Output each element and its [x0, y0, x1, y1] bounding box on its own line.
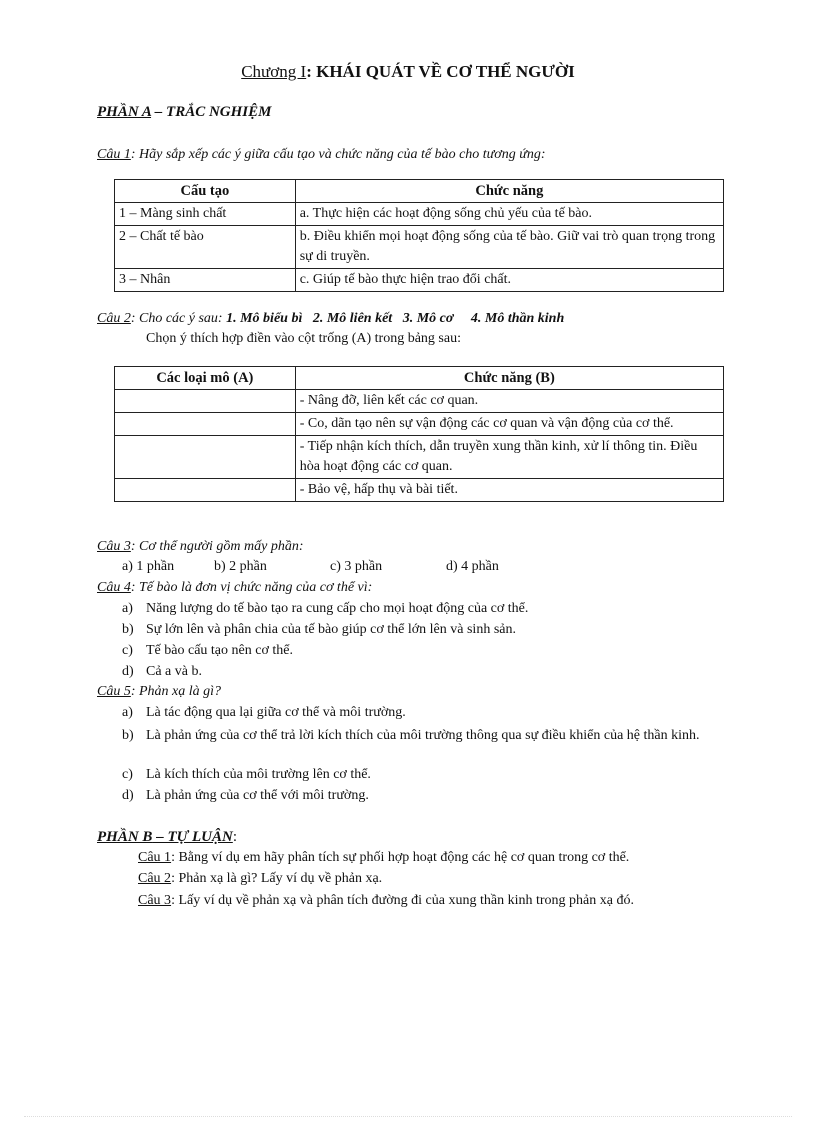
part-b-colon: :: [232, 829, 237, 845]
table-row: [115, 203, 724, 226]
q2-label: Câu 2: [97, 311, 131, 326]
q2-cell-function: - Bảo vệ, hấp thụ và bài tiết.: [295, 479, 723, 502]
chapter-label: Chương I: [241, 62, 307, 81]
table-row: [115, 390, 724, 413]
q1-table: [114, 179, 724, 292]
q5-text: : Phản xạ là gì?: [130, 684, 222, 699]
q5-prompt: [97, 684, 221, 700]
table-row: [115, 479, 724, 502]
q5-label: Câu 5: [97, 684, 131, 699]
q5-option-c: c) Là kích thích của môi trường lên cơ thể.: [122, 767, 371, 782]
q3-option-a: a) 1 phần: [122, 559, 175, 574]
q2-cell-function: - Co, dãn tạo nên sự vận động các cơ quan và vận động của cơ thể.: [295, 413, 723, 436]
q1-cell-structure: 2 – Chất tế bào: [115, 226, 296, 269]
q2-cell-blank[interactable]: [115, 479, 296, 502]
q4-option-b: b) Sự lớn lên và phân chia của tế bào giúp cơ thể lớn lên và sinh sản.: [122, 622, 516, 637]
q1-text: : Hãy sắp xếp các ý giữa cấu tạo và chức năng của tế bào cho tương ứng:: [130, 147, 546, 162]
q3-text: : Cơ thể người gồm mấy phần:: [130, 539, 304, 554]
chapter-title: [0, 62, 816, 82]
q4-prompt: [97, 580, 372, 596]
part-b-question-2: Câu 2: Phản xạ là gì? Lấy ví dụ về phản xạ.: [138, 871, 383, 886]
chapter-heading: : KHÁI QUÁT VỀ CƠ THỂ NGƯỜI: [306, 62, 575, 81]
q2-cell-function: - Nâng đỡ, liên kết các cơ quan.: [295, 390, 723, 413]
q1-table-header: [115, 180, 724, 203]
q2-cell-blank[interactable]: [115, 413, 296, 436]
q5-option-a: a) Là tác động qua lại giữa cơ thể và môi trường.: [122, 705, 406, 720]
page-bottom-divider: [24, 1116, 792, 1117]
q4-text: : Tế bào là đơn vị chức năng của cơ thể vì:: [130, 580, 373, 595]
q2-table-header: [115, 367, 724, 390]
q2-item-1: 1. Mô biểu bì: [226, 311, 303, 326]
q4-option-a: a) Năng lượng do tế bào tạo ra cung cấp cho mọi hoạt động của cơ thể.: [122, 601, 529, 616]
q2-header-tissue: Các loại mô (A): [115, 367, 296, 390]
q3-label: Câu 3: [97, 539, 131, 554]
table-row: [115, 413, 724, 436]
q2-prompt: [97, 311, 564, 327]
q2-header-function: Chức năng (B): [295, 367, 723, 390]
q1-header-structure: Cấu tạo: [115, 180, 296, 203]
q1-cell-function: a. Thực hiện các hoạt động sống chủ yếu của tế bào.: [295, 203, 723, 226]
q5-option-b: b) Là phản ứng của cơ thể trả lời kích thích của môi trường thông qua sự điều khiển của hệ thần kinh.: [122, 728, 700, 743]
part-b-title: – TỰ LUẬN: [152, 829, 233, 845]
q2-item-4: 4. Mô thần kinh: [470, 311, 565, 326]
part-a-label: PHẦN A: [97, 104, 152, 120]
q1-cell-function: c. Giúp tế bào thực hiện trao đổi chất.: [295, 269, 723, 292]
q2-subtext: Chọn ý thích hợp điền vào cột trống (A) trong bảng sau:: [146, 331, 461, 346]
q3-option-c: c) 3 phần: [330, 559, 383, 574]
table-row: [115, 436, 724, 479]
q1-cell-structure: 3 – Nhân: [115, 269, 296, 292]
part-b-question-3: Câu 3: Lấy ví dụ về phản xạ và phân tích đường đi của xung thần kinh trong phản xạ đó.: [138, 893, 634, 908]
part-b-heading: [97, 829, 237, 846]
part-b-question-1: Câu 1: Bằng ví dụ em hãy phân tích sự phối hợp hoạt động các hệ cơ quan trong cơ thể.: [138, 850, 630, 865]
q4-option-d: d) Cả a và b.: [122, 664, 202, 679]
q1-prompt: [97, 147, 546, 163]
q1-header-function: Chức năng: [295, 180, 723, 203]
q2-table: [114, 366, 724, 502]
q2-item-3: 3. Mô cơ: [402, 311, 454, 326]
part-a-title: – TRẮC NGHIỆM: [151, 104, 272, 120]
part-b-label: PHẦN B: [97, 829, 153, 845]
q2-cell-blank[interactable]: [115, 436, 296, 479]
q1-label: Câu 1: [97, 147, 131, 162]
q1-cell-structure: 1 – Màng sinh chất: [115, 203, 296, 226]
q2-cell-function: - Tiếp nhận kích thích, dẫn truyền xung thần kinh, xử lí thông tin. Điều hòa hoạt động các cơ quan.: [295, 436, 723, 479]
q5-option-d: d) Là phản ứng của cơ thể với môi trường.: [122, 788, 369, 803]
table-row: [115, 269, 724, 292]
part-a-heading: [97, 104, 272, 121]
q2-item-2: 2. Mô liên kết: [312, 311, 393, 326]
q3-prompt: [97, 539, 304, 555]
q4-option-c: c) Tế bào cấu tạo nên cơ thể.: [122, 643, 293, 658]
q3-option-b: b) 2 phần: [214, 559, 267, 574]
q4-label: Câu 4: [97, 580, 131, 595]
q2-cell-blank[interactable]: [115, 390, 296, 413]
q1-cell-function: b. Điều khiển mọi hoạt động sống của tế bào. Giữ vai trò quan trọng trong sự di truyền.: [295, 226, 723, 269]
q3-option-d: d) 4 phần: [446, 559, 499, 574]
q2-intro: : Cho các ý sau:: [130, 311, 227, 326]
table-row: [115, 226, 724, 269]
